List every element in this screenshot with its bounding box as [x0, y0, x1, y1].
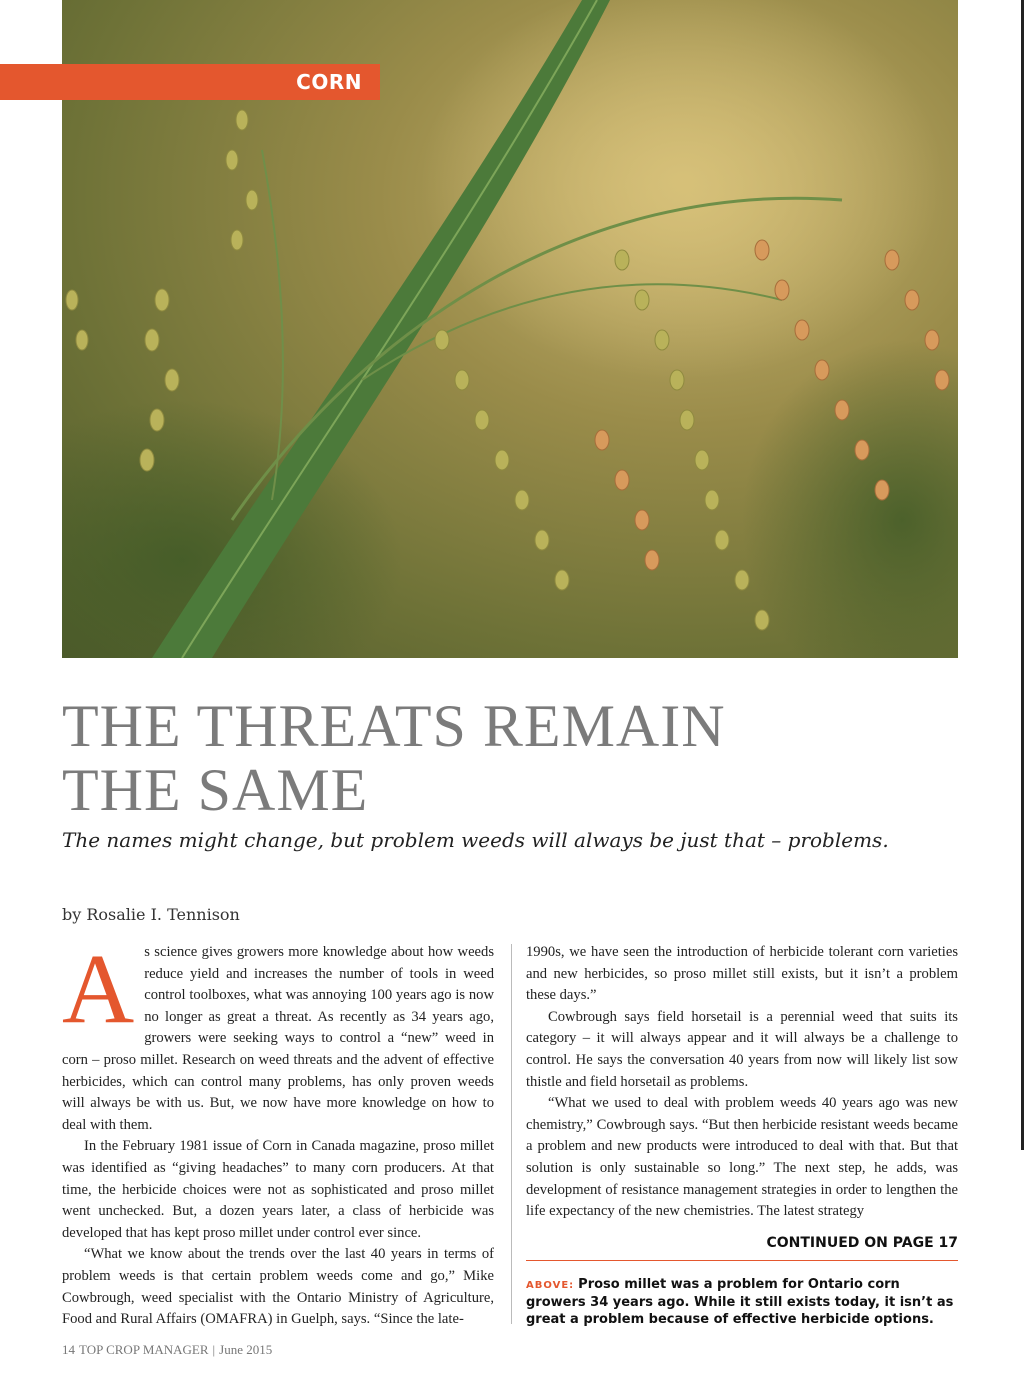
caption-divider — [526, 1260, 958, 1261]
caption-text: Proso millet was a problem for Ontario corn growers 34 years ago. While it still exists today, it isn’t as great a problem because of effective herbicide options. — [526, 1277, 954, 1327]
headline-line-2: THE SAME — [62, 757, 369, 823]
article-column-right — [526, 942, 958, 1223]
page-footer — [62, 1342, 276, 1358]
continued-notice: CONTINUED ON PAGE 17 — [766, 1235, 958, 1251]
article-paragraph: In the February 1981 issue of Corn in Canada magazine, proso millet was identified as “giving headaches” to many corn producers. At that time, the herbicide choices were not as sophisticated and proso millet went unchecked. But, a dozen years later, a class of herbicide was developed that has kept proso millet under control ever since. — [62, 1138, 494, 1241]
article-paragraph: “What we used to deal with problem weeds 40 years ago was new chemistry,” Cowbrough says. “But then herbicide resistant weeds became a problem and new products were introduced to deal with that. But that solution is only sustainable so long.” The next step, he adds, was development of resistance management strategies in order to lengthen the life expectancy of the new chemistries. The latest strategy — [526, 1095, 958, 1220]
publication-name: TOP CROP MANAGER — [79, 1342, 209, 1357]
page-number: 14 — [62, 1342, 75, 1357]
drop-cap: A — [62, 933, 135, 1044]
column-divider — [511, 944, 512, 1324]
article-deck: The names might change, but problem weeds will always be just that – problems. — [62, 828, 889, 852]
paragraph-text: s science gives growers more knowledge about how weeds reduce yield and increases the number of tools in weed control toolboxes, what was annoying 100 years ago is now no longer as great a threat. As recently as 34 years ago, growers were seeking ways to control a “new” weed in corn – proso millet. Research on weed threats and the advent of effective herbicides, which can control many problems, has only proven weeds will always be with us. But, we now have more knowledge on how to deal with them. — [62, 944, 494, 1133]
article-paragraph: Cowbrough says field horsetail is a perennial weed that suits its category – it will always appear and it will always be a challenge to control. He says the conversation 40 years from now will likely list sow thistle and field horsetail as problems. — [526, 1008, 958, 1090]
section-tag: CORN — [0, 64, 380, 100]
photo-caption — [526, 1276, 958, 1328]
article-headline — [62, 694, 942, 822]
footer-separator: | — [212, 1342, 216, 1357]
article-paragraph: 1990s, we have seen the introduction of herbicide tolerant corn varieties and new herbicides, so proso millet still exists, but it isn’t a problem these days.” — [526, 944, 958, 1004]
headline-line-1: THE THREATS REMAIN — [62, 693, 726, 759]
issue-date: June 2015 — [219, 1342, 273, 1357]
article-paragraph: “What we know about the trends over the last 40 years in terms of problem weeds is that certain problem weeds come and go,” Mike Cowbrough, weed specialist with the Ontario Ministry of Agriculture, Food and Rural Affairs (OMAFRA) in Guelph, says. “Since the late- — [62, 1246, 494, 1328]
caption-label: ABOVE: — [526, 1280, 575, 1291]
byline: by Rosalie I. Tennison — [62, 905, 240, 924]
article-column-left — [62, 933, 494, 1331]
article-paragraph — [62, 933, 494, 1136]
